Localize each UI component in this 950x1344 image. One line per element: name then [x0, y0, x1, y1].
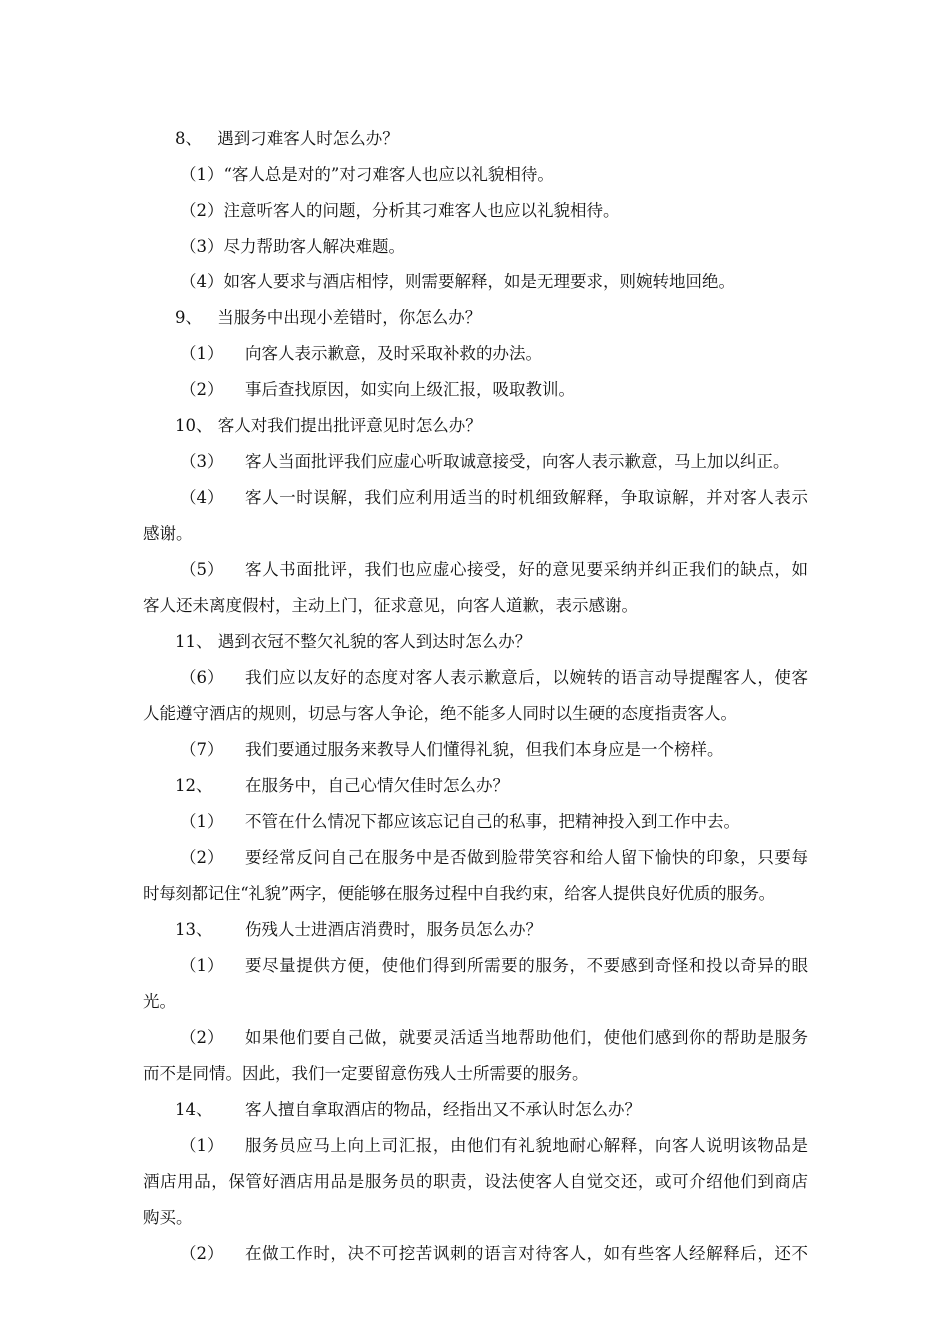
item-text: 在做工作时，决不可挖苦讽刺的语言对待客人，如有些客人经解释后，还不 [245, 1244, 808, 1263]
question-number: 11、 [175, 632, 213, 651]
item-number: （1） [180, 812, 224, 831]
question-heading [175, 415, 482, 437]
question-number: 14、 [175, 1100, 213, 1119]
question-number: 9、 [175, 308, 202, 327]
item-continuation: 时每刻都记住“礼貌”两字，便能够在服务过程中自我约束，给客人提供良好优质的服务。 [143, 884, 775, 903]
question-title: 客人对我们提出批评意见时怎么办？ [217, 416, 482, 435]
item-continuation: 酒店用品，保管好酒店用品是服务员的职责，设法使客人自觉交还，或可介绍他们到商店 [143, 1172, 808, 1191]
item-continuation: 客人还未离度假村，主动上门，征求意见，向客人道歉，表示感谢。 [143, 596, 638, 615]
question-title: 当服务中出现小差错时，你怎么办？ [217, 308, 482, 327]
item-text: 我们要通过服务来教导人们懂得礼貌，但我们本身应是一个榜样。 [245, 740, 724, 759]
answer-item: （4）如客人要求与酒店相悖，则需要解释，如是无理要求，则婉转地回绝。 [180, 272, 735, 291]
item-text: 要经常反问自己在服务中是否做到脸带笑容和给人留下愉快的印象，只要每 [245, 848, 808, 867]
item-number: （6） [180, 668, 224, 687]
item-number: （2） [180, 380, 224, 399]
question-number: 8、 [175, 129, 202, 148]
question-title: 客人擅自拿取酒店的物品，经指出又不承认时怎么办？ [245, 1100, 641, 1119]
item-continuation: 而不是同情。因此，我们一定要留意伤残人士所需要的服务。 [143, 1064, 589, 1083]
item-continuation: 购买。 [143, 1208, 193, 1227]
question-heading [175, 631, 531, 653]
question-title: 在服务中，自己心情欠佳时怎么办？ [245, 776, 509, 795]
item-number: （2） [180, 848, 224, 867]
answer-item: （3）尽力帮助客人解决难题。 [180, 237, 405, 256]
question-title: 伤残人士进酒店消费时，服务员怎么办？ [245, 920, 542, 939]
item-number: （1） [180, 1136, 224, 1155]
question-title: 遇到衣冠不整欠礼貌的客人到达时怎么办？ [217, 632, 532, 651]
answer-item: （1）“客人总是对的”对刁难客人也应以礼貌相待。 [180, 165, 554, 184]
item-text: 要尽量提供方便，使他们得到所需要的服务，不要感到奇怪和投以奇异的眼 [245, 956, 808, 975]
item-continuation: 人能遵守酒店的规则，切忌与客人争论，绝不能多人同时以生硬的态度指责客人。 [143, 704, 737, 723]
item-number: （2） [180, 1244, 224, 1263]
question-heading [175, 1099, 641, 1121]
item-text: 事后查找原因，如实向上级汇报，吸取教训。 [245, 380, 575, 399]
question-number: 13、 [175, 920, 213, 939]
item-text: 客人当面批评我们应虚心听取诚意接受，向客人表示歉意，马上加以纠正。 [245, 452, 790, 471]
item-text: 不管在什么情况下都应该忘记自己的私事，把精神投入到工作中去。 [245, 812, 740, 831]
item-text: 客人书面批评，我们也应虚心接受，好的意见要采纳并纠正我们的缺点，如 [245, 560, 808, 579]
item-text: 如果他们要自己做，就要灵活适当地帮助他们，使他们感到你的帮助是服务 [245, 1028, 808, 1047]
question-heading [175, 307, 481, 329]
question-heading [175, 919, 542, 941]
item-number: （7） [180, 740, 224, 759]
item-text: 向客人表示歉意，及时采取补救的办法。 [245, 344, 542, 363]
question-heading [175, 128, 399, 150]
question-title: 遇到刁难客人时怎么办？ [217, 129, 399, 148]
item-continuation: 光。 [143, 992, 176, 1011]
item-text: 我们应以友好的态度对客人表示歉意后，以婉转的语言动导提醒客人，使客 [245, 668, 808, 687]
item-number: （1） [180, 956, 224, 975]
question-number: 10、 [175, 416, 213, 435]
question-number: 12、 [175, 776, 213, 795]
item-number: （3） [180, 452, 224, 471]
item-number: （4） [180, 488, 224, 507]
item-continuation: 感谢。 [143, 524, 193, 543]
item-number: （2） [180, 1028, 224, 1047]
item-text: 服务员应马上向上司汇报，由他们有礼貌地耐心解释，向客人说明该物品是 [245, 1136, 808, 1155]
item-number: （1） [180, 344, 224, 363]
item-number: （5） [180, 560, 224, 579]
question-heading [175, 775, 509, 797]
item-text: 客人一时误解，我们应利用适当的时机细致解释，争取谅解，并对客人表示 [245, 488, 808, 507]
answer-item: （2）注意听客人的问题，分析其刁难客人也应以礼貌相待。 [180, 201, 620, 220]
